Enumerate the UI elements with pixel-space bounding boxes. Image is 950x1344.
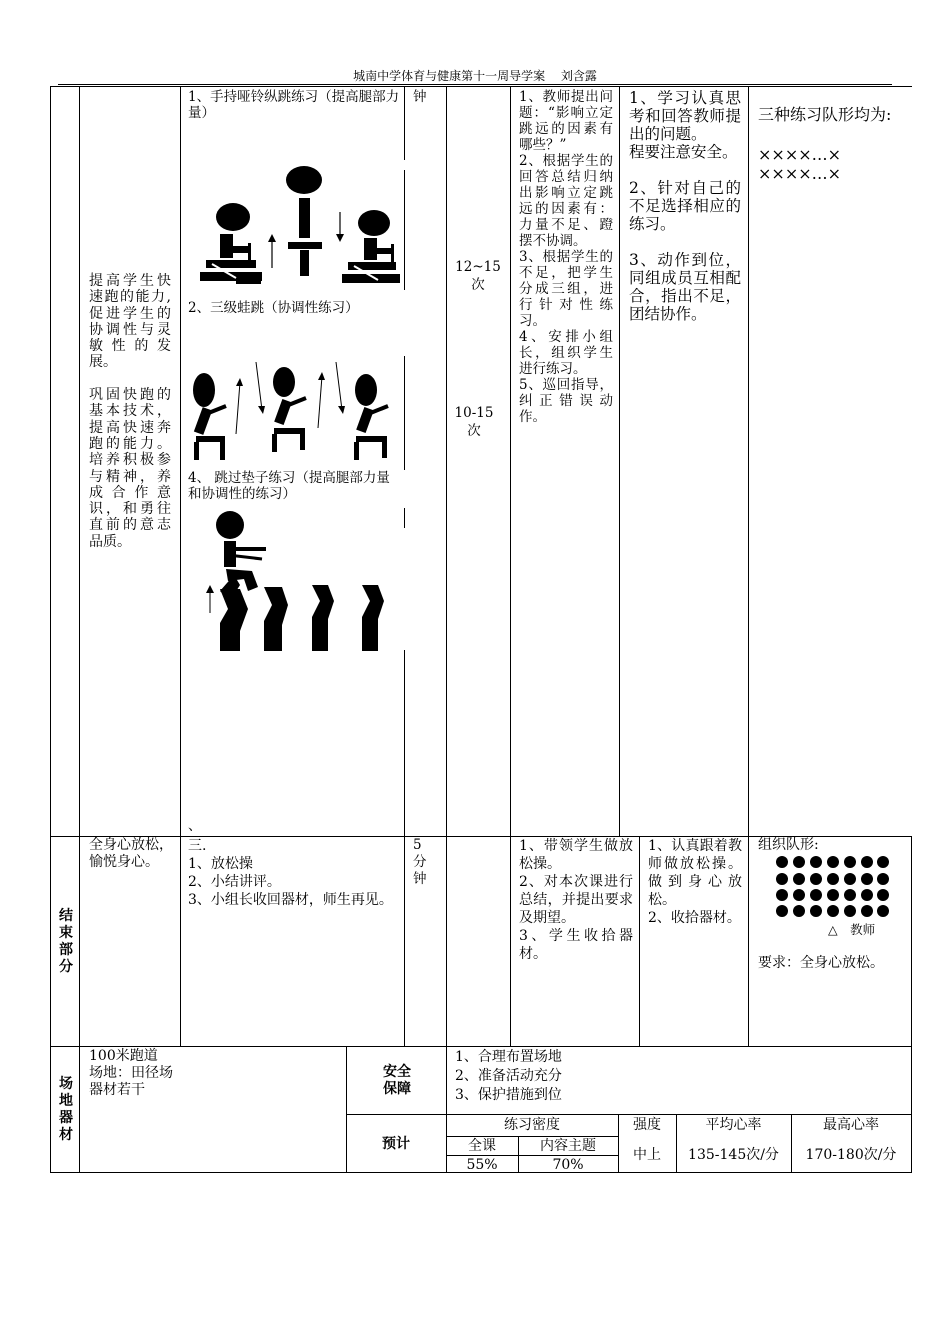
row-divider-venue (50, 1046, 912, 1047)
end-student: 1、认真跟着教师做放松操。做到身心放松。 2、收拾器材。 (648, 838, 742, 926)
page-header: 城南中学体育与健康第十一周导学案 刘含露 (353, 69, 597, 83)
end-teacher: 1、带领学生做放松操。 2、对本次课进行总结，并提出要求及期望。 3、学生收拾器材。 (519, 838, 633, 962)
end-section-label: 结束部分 (59, 908, 73, 975)
main-content-label: 内容主题 (540, 1138, 596, 1154)
row-divider (446, 1155, 618, 1156)
safety-label: 安全 保障 (383, 1064, 411, 1097)
organization-title: 三种练习队形均为: (758, 105, 892, 124)
col-divider (404, 356, 405, 470)
col-divider (346, 1046, 347, 1173)
reps-1: 12~15 次 (455, 259, 501, 293)
col-divider (510, 86, 511, 1046)
crouched-figure-left (200, 203, 262, 284)
dumbbell-jump-illustration (196, 160, 406, 300)
venue-text: 100米跑道 场地：田径场 器材若干 (89, 1048, 173, 1098)
standing-figure-center (286, 166, 322, 276)
student-activities: 1、学习认真思考和回答教师提出的问题。 程要注意安全。 2、针对自己的不足选择相应的练习。 3、动作到位，同组成员互相配合，指出不足，团结协作。 (629, 89, 741, 323)
avg-heart-rate-label: 平均心率 (705, 1117, 762, 1133)
header-rule (58, 84, 892, 85)
end-time: 5 分 钟 (413, 837, 427, 887)
exercise-4-label: 4、 跳过垫子练习（提高腿部力量和协调性的练习） (188, 470, 390, 502)
table-right-border (911, 836, 912, 1173)
mats (220, 585, 384, 651)
mat-jump-illustration (200, 505, 400, 655)
end-requirement: 要求：全身心放松。 (758, 955, 884, 971)
formation-row-2: ××××…× (758, 164, 842, 183)
safety-text: 1、合理布置场地 2、准备活动充分 3、保护措施到位 (455, 1049, 562, 1103)
avg-heart-rate-value: 135-145次/分 (688, 1147, 779, 1163)
intensity-value: 中上 (633, 1147, 661, 1163)
crouched-figure-right (342, 210, 400, 283)
end-goal: 全身心放松，愉悦身心。 (89, 837, 173, 870)
table-left-border (50, 86, 51, 1173)
goals-text: 提高学生快速跑的能力,促进学生的协调性与灵敏性的发展。 巩固快跑的基本技术，提高快速奔跑的能力。培养积极参与精神，养成合作意识，和勇往直前的意志品质。 (89, 273, 171, 550)
frog-figure-1 (193, 373, 226, 460)
whole-lesson-label: 全课 (468, 1138, 496, 1154)
end-org-title: 组织队形: (758, 837, 819, 853)
exercise-1-label: 1、手持哑铃纵跳练习（提高腿部力量） (188, 89, 400, 121)
teacher-position-label: △ 教师 (828, 922, 876, 937)
col-divider (404, 650, 405, 1046)
col-divider (79, 86, 80, 1173)
col-divider (180, 86, 181, 1046)
exercise-2-label: 2、三级蛙跳（协调性练习） (188, 300, 359, 316)
forecast-label: 预计 (382, 1136, 410, 1152)
density-label: 练习密度 (504, 1117, 560, 1133)
end-content: 三. 1、放松操 2、小结讲评。 3、小组长收回器材，师生再见。 (188, 838, 393, 908)
intensity-label: 强度 (633, 1117, 661, 1133)
frog-figure-3 (354, 374, 388, 460)
whole-lesson-value: 55% (466, 1157, 498, 1173)
frog-figure-2 (272, 367, 306, 452)
formation-row-1: ××××…× (758, 145, 842, 164)
reps-2: 10-15 次 (454, 405, 494, 439)
row-divider (346, 1114, 911, 1115)
time-cell: 钟 (413, 89, 427, 105)
teacher-activities: 1、教师提出问题：“影响立定跳远的因素有哪些？” 2、根据学生的回答总结归纳出影响立定跳远的因素有：力量不足、蹬摆不协调。 3、根据学生的不足，把学生分成三组，进行针对性练习。 4、安排小组长，组织学生进行练习。 5、巡回指导，纠正错误动作。 (519, 89, 613, 425)
col-divider (748, 86, 749, 1046)
dot-formation (774, 854, 894, 920)
frog-jump-illustration (186, 356, 398, 466)
col-divider (639, 836, 640, 1046)
col-divider (619, 86, 620, 836)
venue-section-label: 场地器材 (59, 1076, 73, 1143)
max-heart-rate-label: 最高心率 (823, 1117, 879, 1133)
col-divider (404, 508, 405, 528)
stray-mark: 、 (188, 818, 202, 834)
main-content-value: 70% (552, 1157, 584, 1173)
jumping-figure (216, 511, 266, 601)
col-divider (446, 86, 447, 1046)
row-divider (446, 1136, 618, 1137)
col-divider (404, 86, 405, 160)
max-heart-rate-value: 170-180次/分 (805, 1147, 897, 1163)
